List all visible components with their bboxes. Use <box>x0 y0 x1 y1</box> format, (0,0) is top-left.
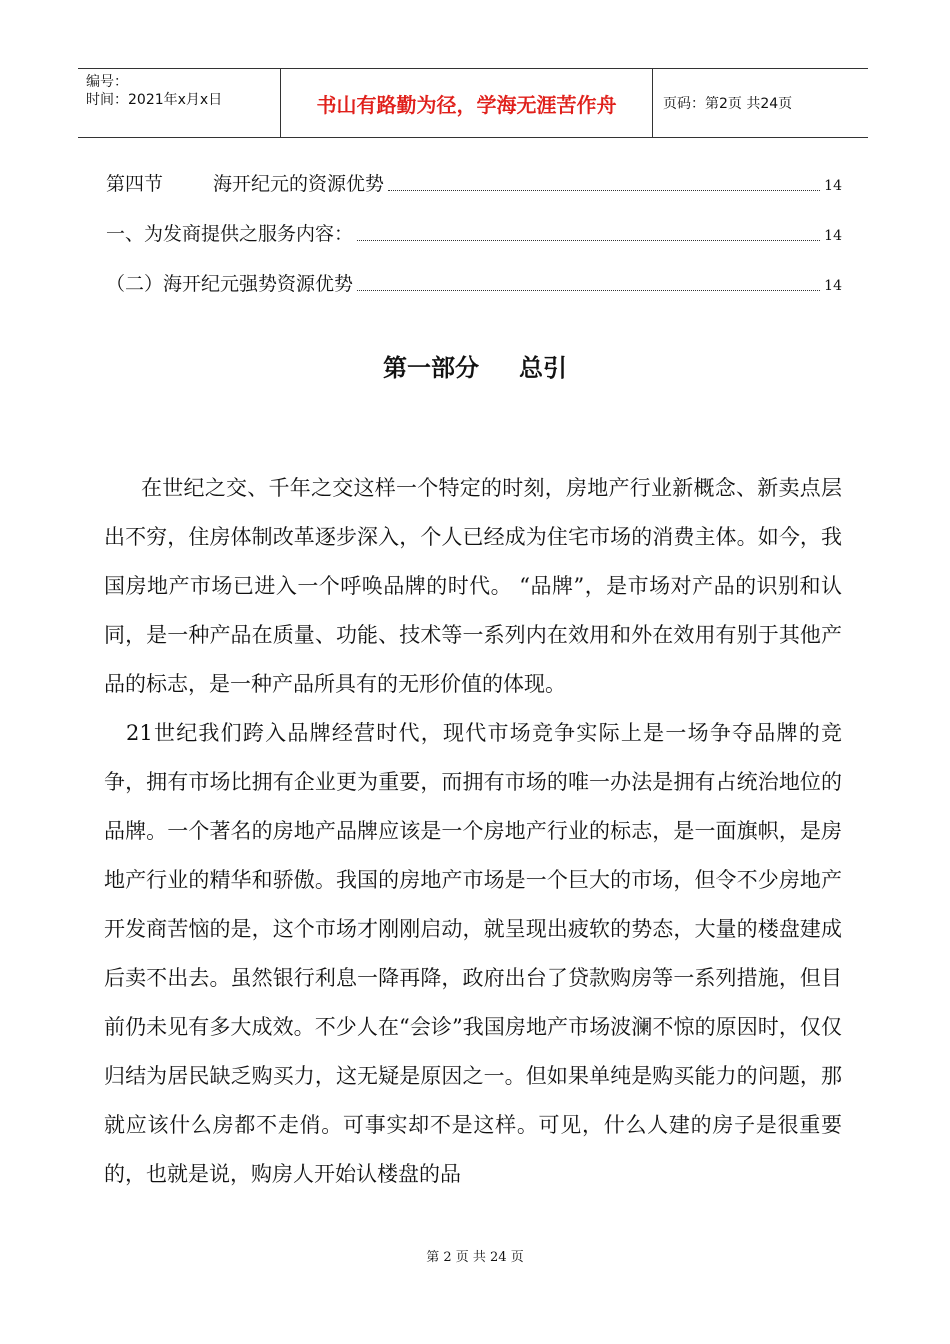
toc-page: 14 <box>824 178 842 194</box>
body-text <box>104 464 842 1199</box>
toc-leader <box>388 190 820 191</box>
header-page-label: 页码：第2页 共24页 <box>663 96 793 112</box>
toc-leader <box>357 240 820 241</box>
toc-entry[interactable] <box>106 172 842 196</box>
header-motto: 书山有路勤为径，学海无涯苦作舟 <box>281 69 653 137</box>
toc-entry[interactable] <box>106 222 842 246</box>
paragraph: 21世纪我们跨入品牌经营时代，现代市场竞争实际上是一场争夺品牌的竞争，拥有市场比拥有企业更为重要，而拥有市场的唯一办法是拥有占统治地位的品牌。一个著名的房地产品牌应该是一个房地产行业的标志，是一面旗帜，是房地产行业的精华和骄傲。我国的房地产市场是一个巨大的市场，但令不少房地产开发商苦恼的是，这个市场才刚刚启动，就呈现出疲软的势态，大量的楼盘建成后卖不出去。虽然银行利息一降再降，政府出台了贷款购房等一系列措施，但目前仍未见有多大成效。不少人在“会诊”我国房地产市场波澜不惊的原因时，仅仅归结为居民缺乏购买力，这无疑是原因之一。但如果单纯是购买能力的问题，那就应该什么房都不走俏。可事实却不是这样。可见，什么人建的房子是很重要的，也就是说，购房人开始认楼盘的品 <box>104 721 842 1186</box>
number-label: 编号： <box>86 74 128 90</box>
page-header <box>78 68 868 138</box>
header-meta <box>78 69 281 137</box>
table-of-contents <box>106 172 842 322</box>
toc-title: 一、为发商提供之服务内容： <box>106 223 354 245</box>
title-name: 总引 <box>519 354 567 382</box>
time-label: 时间：2021年x月x日 <box>86 92 223 108</box>
toc-page: 14 <box>824 228 842 244</box>
toc-leader <box>357 290 820 291</box>
toc-section: 第四节 <box>106 173 164 195</box>
toc-page: 14 <box>824 278 842 294</box>
paragraph: 在世纪之交、千年之交这样一个特定的时刻，房地产行业新概念、新卖点层出不穷，住房体制改革逐步深入，个人已经成为住宅市场的消费主体。如今，我国房地产市场已进入一个呼唤品牌的时代。 “品牌”，是市场对产品的识别和认同，是一种产品在质量、功能、技术等一系列内在效用和外在效用有别于其他产品的标志，是一种产品所具有的无形价值的体现。 <box>104 476 842 696</box>
page-footer: 第 2 页 共 24 页 <box>426 1250 524 1265</box>
section-title <box>0 348 950 383</box>
title-part: 第一部分 <box>383 354 479 382</box>
toc-entry[interactable] <box>106 272 842 296</box>
toc-title: （二）海开纪元强势资源优势 <box>106 273 354 295</box>
toc-title: 海开纪元的资源优势 <box>213 173 385 195</box>
